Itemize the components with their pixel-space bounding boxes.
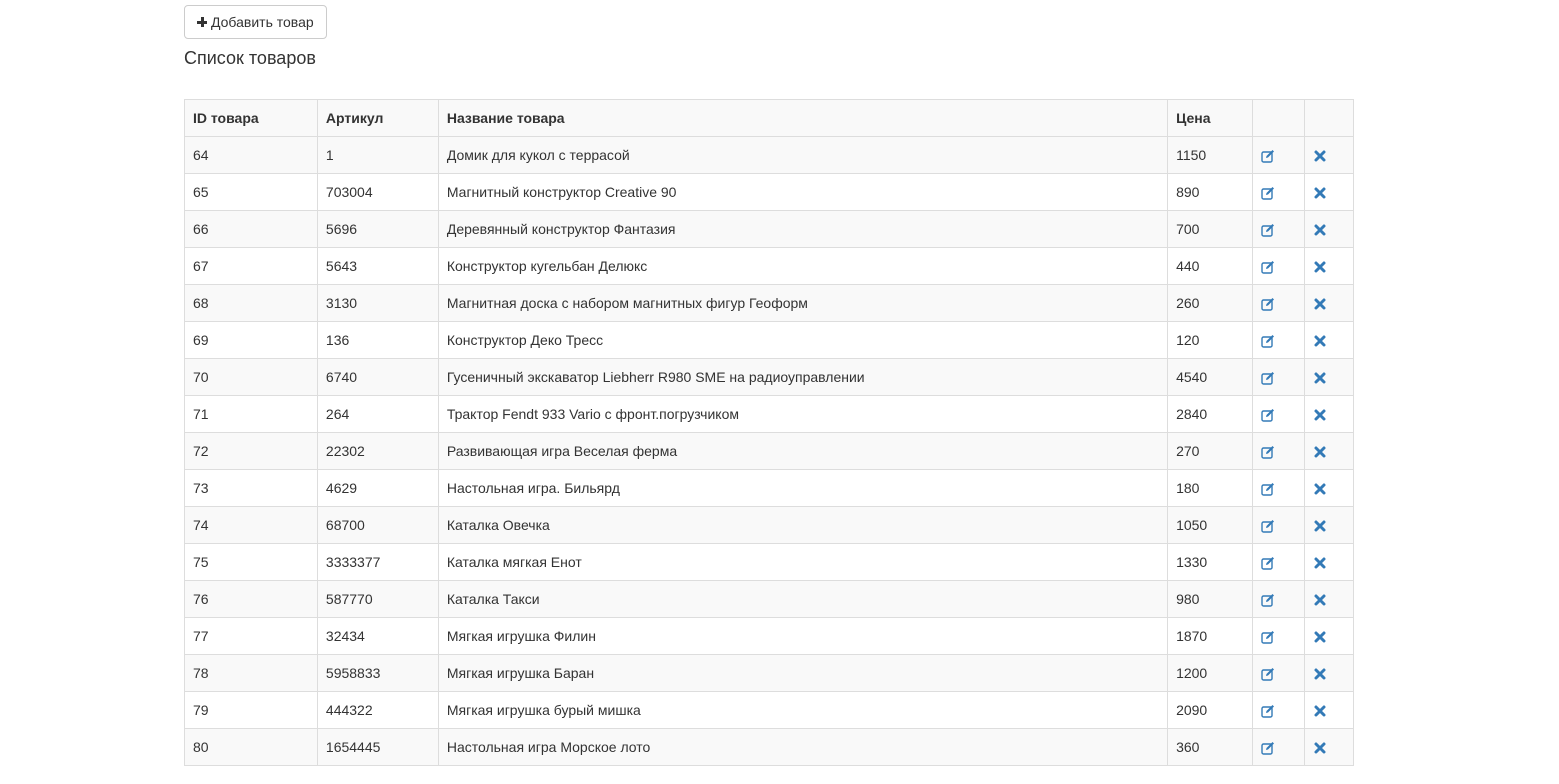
cell-edit [1253,729,1305,766]
cell-delete [1305,211,1354,248]
table-row [185,507,1354,544]
edit-icon[interactable] [1261,223,1275,237]
cell-name: Деревянный конструктор Фантазия [438,211,1167,248]
cell-price: 440 [1168,248,1253,285]
cell-delete [1305,581,1354,618]
cell-edit [1253,248,1305,285]
cell-delete [1305,507,1354,544]
cell-id: 64 [185,137,318,174]
cell-name: Домик для кукол с террасой [438,137,1167,174]
edit-icon[interactable] [1261,334,1275,348]
cell-delete [1305,285,1354,322]
cell-id: 73 [185,470,318,507]
cell-delete [1305,692,1354,729]
edit-icon[interactable] [1261,667,1275,681]
table-row [185,137,1354,174]
cell-price: 1200 [1168,655,1253,692]
cell-name: Конструктор Деко Тресс [438,322,1167,359]
cell-id: 68 [185,285,318,322]
edit-icon[interactable] [1261,593,1275,607]
cell-edit [1253,581,1305,618]
cell-name: Мягкая игрушка бурый мишка [438,692,1167,729]
table-row [185,211,1354,248]
edit-icon[interactable] [1261,149,1275,163]
cell-article: 32434 [317,618,438,655]
cell-id: 72 [185,433,318,470]
cell-id: 69 [185,322,318,359]
edit-icon[interactable] [1261,741,1275,755]
cell-edit [1253,174,1305,211]
cell-price: 2090 [1168,692,1253,729]
cell-delete [1305,359,1354,396]
cell-delete [1305,322,1354,359]
cell-price: 700 [1168,211,1253,248]
edit-icon[interactable] [1261,186,1275,200]
cell-id: 77 [185,618,318,655]
cell-delete [1305,470,1354,507]
delete-icon[interactable] [1313,556,1327,570]
table-row [185,174,1354,211]
column-header-name: Название товара [438,100,1167,137]
table-row [185,285,1354,322]
cell-name: Развивающая игра Веселая ферма [438,433,1167,470]
plus-icon [197,17,207,27]
edit-icon[interactable] [1261,556,1275,570]
cell-id: 67 [185,248,318,285]
cell-article: 68700 [317,507,438,544]
table-row [185,322,1354,359]
delete-icon[interactable] [1313,704,1327,718]
delete-icon[interactable] [1313,741,1327,755]
cell-edit [1253,396,1305,433]
table-row [185,433,1354,470]
cell-edit [1253,655,1305,692]
cell-name: Магнитный конструктор Creative 90 [438,174,1167,211]
cell-price: 180 [1168,470,1253,507]
cell-edit [1253,618,1305,655]
cell-price: 360 [1168,729,1253,766]
column-header-id: ID товара [185,100,318,137]
cell-edit [1253,285,1305,322]
edit-icon[interactable] [1261,445,1275,459]
table-row [185,655,1354,692]
delete-icon[interactable] [1313,371,1327,385]
table-row [185,618,1354,655]
cell-article: 1 [317,137,438,174]
table-row [185,729,1354,766]
table-body [185,137,1354,766]
cell-name: Настольная игра Морское лото [438,729,1167,766]
cell-price: 2840 [1168,396,1253,433]
cell-price: 260 [1168,285,1253,322]
cell-article: 5958833 [317,655,438,692]
cell-price: 4540 [1168,359,1253,396]
cell-article: 4629 [317,470,438,507]
column-header-price: Цена [1168,100,1253,137]
cell-edit [1253,359,1305,396]
add-product-label: Добавить товар [211,14,314,30]
cell-article: 3333377 [317,544,438,581]
cell-name: Трактор Fendt 933 Vario с фронт.погрузчиком [438,396,1167,433]
cell-article: 444322 [317,692,438,729]
cell-name: Мягкая игрушка Филин [438,618,1167,655]
cell-delete [1305,137,1354,174]
delete-icon[interactable] [1313,408,1327,422]
products-table [184,99,1354,766]
table-row [185,692,1354,729]
delete-icon[interactable] [1313,186,1327,200]
cell-article: 1654445 [317,729,438,766]
cell-article: 5643 [317,248,438,285]
cell-name: Конструктор кугельбан Делюкс [438,248,1167,285]
cell-name: Магнитная доска с набором магнитных фигур Геоформ [438,285,1167,322]
cell-delete [1305,618,1354,655]
table-row [185,544,1354,581]
cell-article: 587770 [317,581,438,618]
cell-price: 890 [1168,174,1253,211]
cell-article: 264 [317,396,438,433]
cell-article: 136 [317,322,438,359]
delete-icon[interactable] [1313,482,1327,496]
cell-edit [1253,137,1305,174]
cell-id: 79 [185,692,318,729]
cell-edit [1253,507,1305,544]
delete-icon[interactable] [1313,223,1327,237]
edit-icon[interactable] [1261,408,1275,422]
cell-price: 1150 [1168,137,1253,174]
add-product-button[interactable] [184,5,327,39]
cell-delete [1305,174,1354,211]
cell-price: 980 [1168,581,1253,618]
edit-icon[interactable] [1261,371,1275,385]
table-row [185,581,1354,618]
delete-icon[interactable] [1313,630,1327,644]
delete-icon[interactable] [1313,667,1327,681]
cell-id: 71 [185,396,318,433]
delete-icon[interactable] [1313,334,1327,348]
delete-icon[interactable] [1313,593,1327,607]
page-title: Список товаров [184,48,316,68]
cell-price: 120 [1168,322,1253,359]
cell-name: Каталка Овечка [438,507,1167,544]
cell-edit [1253,433,1305,470]
cell-name: Настольная игра. Бильярд [438,470,1167,507]
cell-id: 78 [185,655,318,692]
cell-price: 270 [1168,433,1253,470]
delete-icon[interactable] [1313,149,1327,163]
cell-edit [1253,544,1305,581]
cell-name: Гусеничный экскаватор Liebherr R980 SME на радиоуправлении [438,359,1167,396]
cell-delete [1305,655,1354,692]
cell-article: 6740 [317,359,438,396]
cell-article: 3130 [317,285,438,322]
cell-delete [1305,544,1354,581]
edit-icon[interactable] [1261,297,1275,311]
cell-id: 74 [185,507,318,544]
cell-name: Каталка Такси [438,581,1167,618]
column-header-edit [1253,100,1305,137]
cell-name: Каталка мягкая Енот [438,544,1167,581]
cell-edit [1253,211,1305,248]
edit-icon[interactable] [1261,704,1275,718]
delete-icon[interactable] [1313,519,1327,533]
table-row [185,470,1354,507]
cell-delete [1305,396,1354,433]
edit-icon[interactable] [1261,482,1275,496]
cell-article: 22302 [317,433,438,470]
cell-edit [1253,322,1305,359]
edit-icon[interactable] [1261,260,1275,274]
cell-delete [1305,248,1354,285]
edit-icon[interactable] [1261,519,1275,533]
table-row [185,359,1354,396]
cell-price: 1330 [1168,544,1253,581]
delete-icon[interactable] [1313,260,1327,274]
column-header-delete [1305,100,1354,137]
cell-edit [1253,470,1305,507]
table-header-row [185,100,1354,137]
cell-article: 5696 [317,211,438,248]
cell-edit [1253,692,1305,729]
cell-id: 65 [185,174,318,211]
cell-id: 75 [185,544,318,581]
delete-icon[interactable] [1313,445,1327,459]
cell-id: 76 [185,581,318,618]
cell-price: 1050 [1168,507,1253,544]
cell-price: 1870 [1168,618,1253,655]
cell-id: 70 [185,359,318,396]
delete-icon[interactable] [1313,297,1327,311]
table-row [185,396,1354,433]
cell-id: 80 [185,729,318,766]
table-row [185,248,1354,285]
cell-delete [1305,729,1354,766]
cell-article: 703004 [317,174,438,211]
column-header-article: Артикул [317,100,438,137]
cell-name: Мягкая игрушка Баран [438,655,1167,692]
cell-delete [1305,433,1354,470]
cell-id: 66 [185,211,318,248]
edit-icon[interactable] [1261,630,1275,644]
